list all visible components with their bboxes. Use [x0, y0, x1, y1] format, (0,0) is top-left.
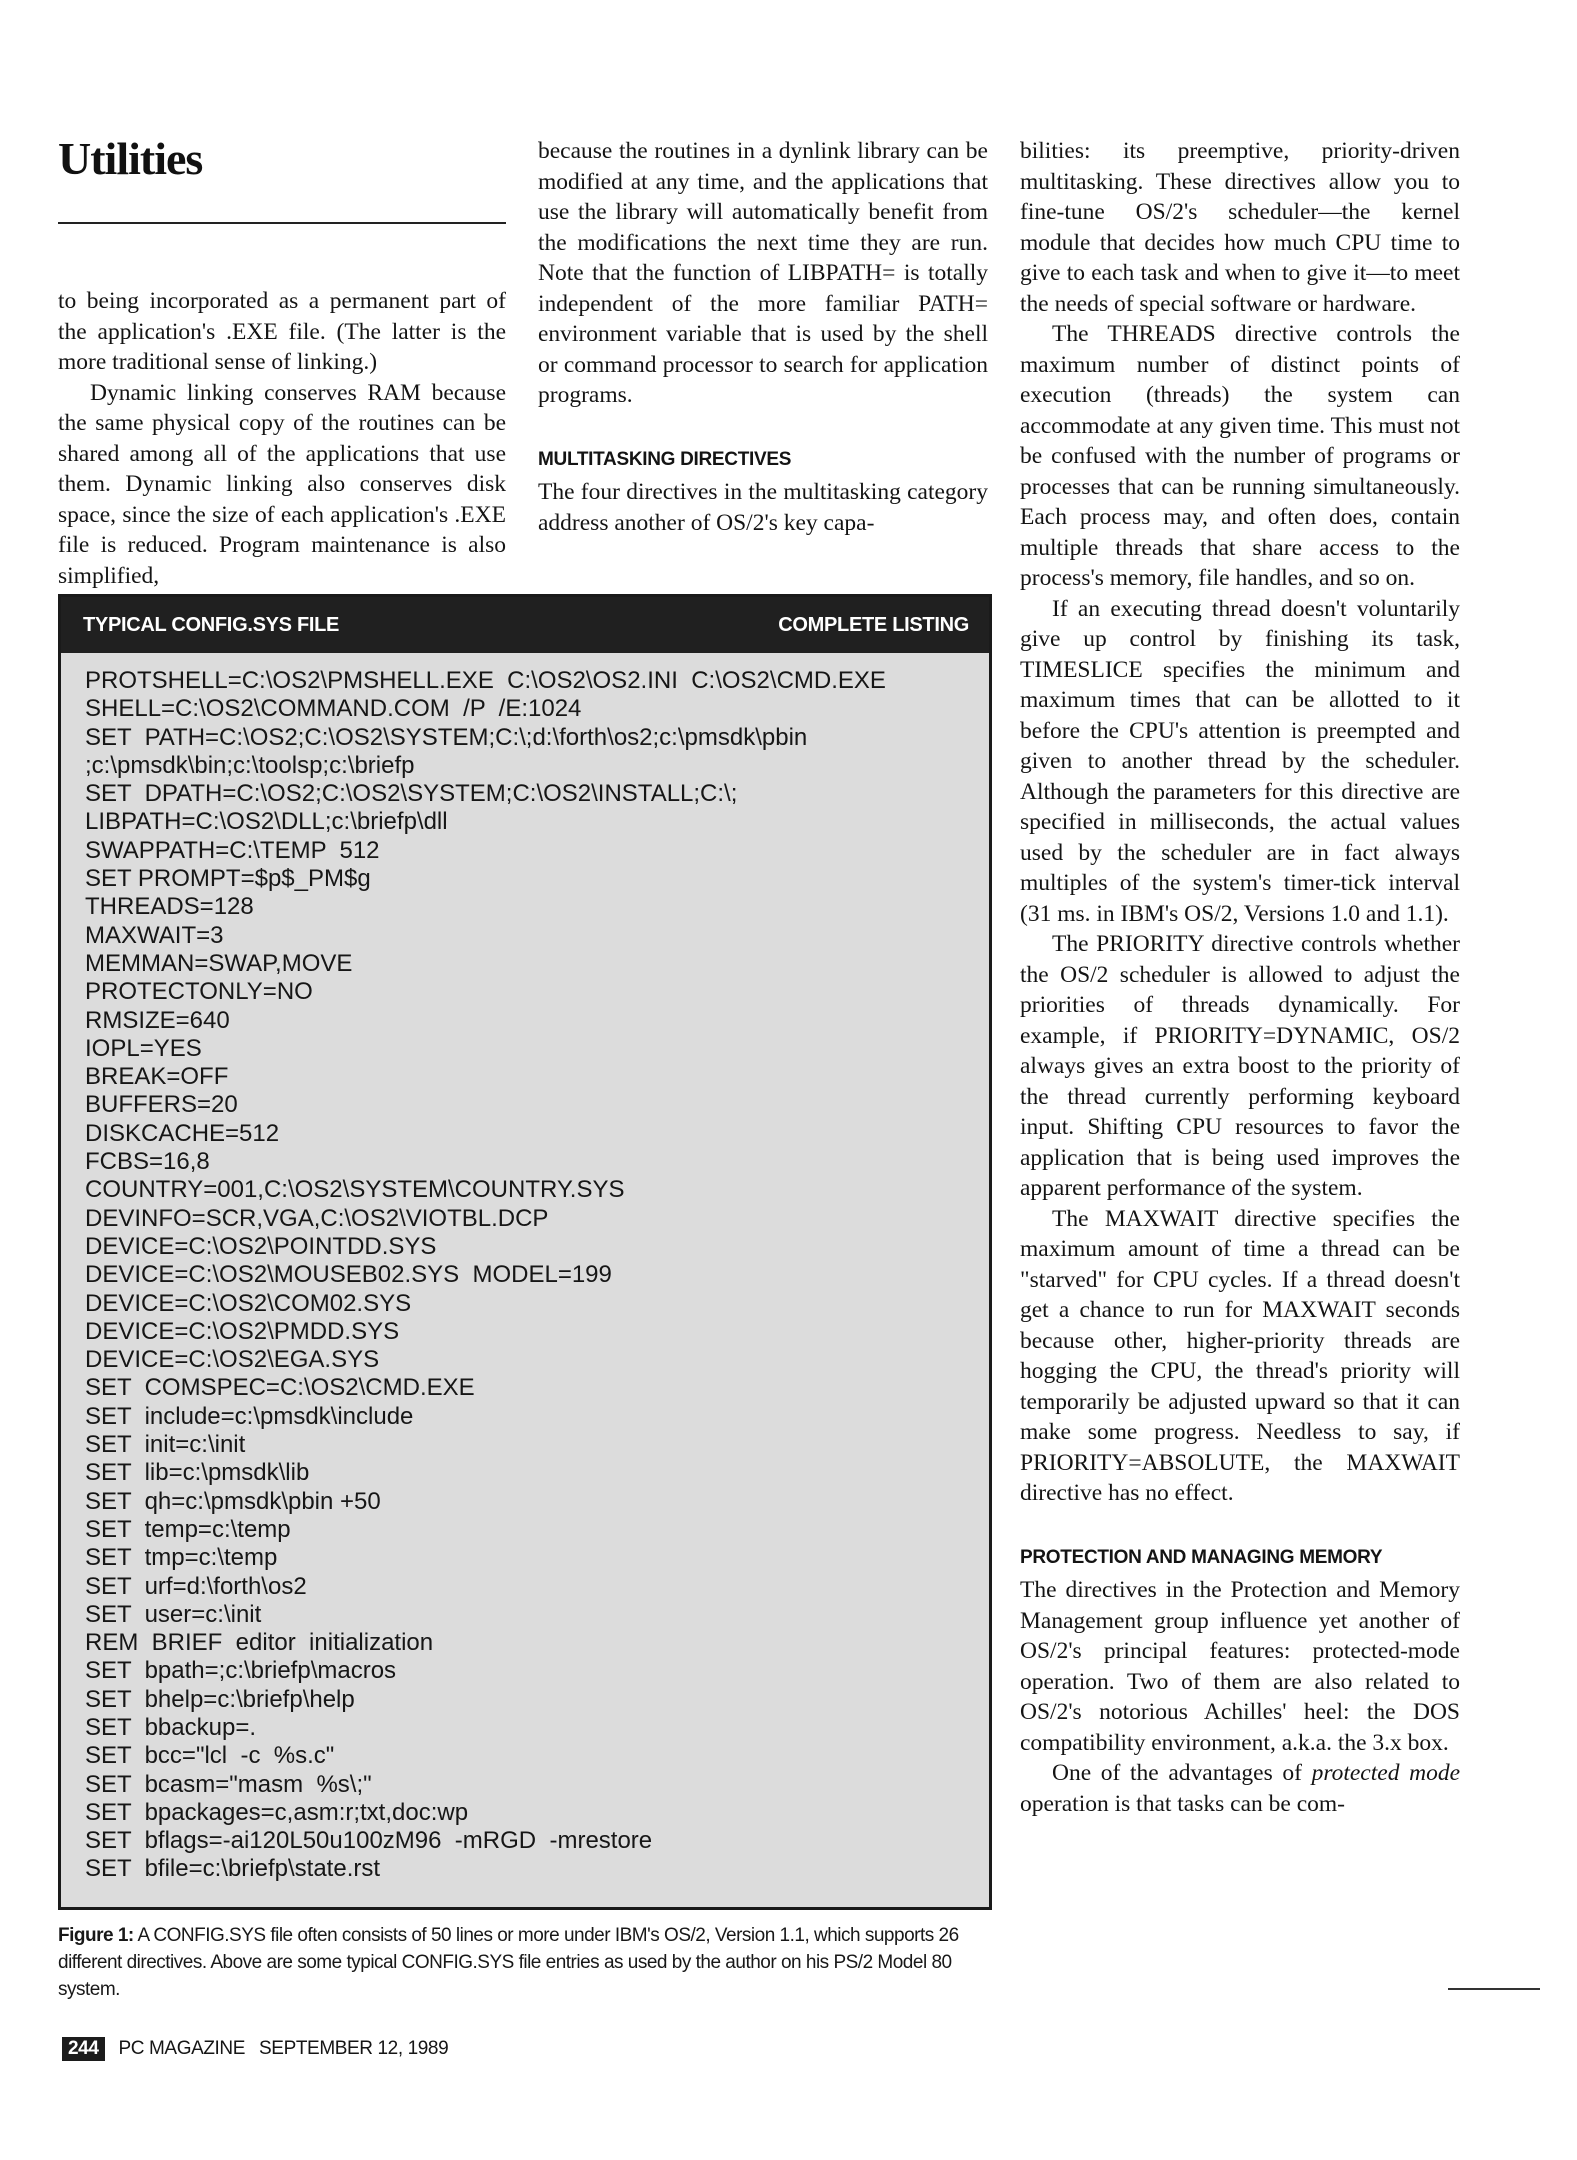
column-1-paragraph: to being incorporated as a permanent part of the application's .EXE file. (The latter is the more traditional sense of linking.) — [58, 288, 506, 375]
config-line: SET PATH=C:\OS2;C:\OS2\SYSTEM;C:\;d:\forth\os2;c:\pmsdk\pbin — [85, 723, 808, 751]
column-2 — [538, 136, 988, 576]
figure-label: Figure 1: — [58, 1925, 134, 1946]
config-line: SET bhelp=c:\briefp\help — [85, 1685, 355, 1713]
config-line: DEVINFO=SCR,VGA,C:\OS2\VIOTBL.DCP — [85, 1204, 549, 1232]
config-line: SET bflags=-ai120L50u100zM96 -mRGD -mrestore — [85, 1827, 653, 1855]
figure-caption — [58, 1922, 998, 2003]
config-line: SET urf=d:\forth\os2 — [85, 1572, 307, 1600]
config-sys-listing-box — [58, 594, 992, 1910]
config-line: SET DPATH=C:\OS2;C:\OS2\SYSTEM;C:\OS2\INSTALL;C:\; — [85, 780, 738, 808]
column-3-paragraph: The PRIORITY directive controls whether the OS/2 scheduler is allowed to adjust the priorities of threads dynamically. For example, if PRIORITY=DYNAMIC, OS/2 always gives an extra boost to the priority of the thread currently performing keyboard input. Shifting CPU resources to favor the application that is being used improves the apparent performance of the system. — [1020, 931, 1460, 1201]
config-line: DEVICE=C:\OS2\EGA.SYS — [85, 1346, 380, 1374]
listing-body — [61, 653, 989, 1884]
config-line: SET bcasm="masm %s\;" — [85, 1770, 372, 1798]
config-line: SET bpath=;c:\briefp\macros — [85, 1657, 397, 1685]
multitasking-heading: MULTITASKING DIRECTIVES — [538, 448, 792, 470]
config-line: DEVICE=C:\OS2\POINTDD.SYS — [85, 1232, 437, 1260]
config-line: SET init=c:\init — [85, 1431, 246, 1459]
text-run: One of the advantages of — [1052, 1760, 1312, 1786]
column-3-paragraph: The directives in the Protection and Memory Management group influence yet another of OS/2's principal features: protected-mode operation. Two of them are also related to OS/2's notorious Achilles' heel: the DOS compatibility environment, a.k.a. the 3.x box. — [1020, 1577, 1460, 1756]
config-line: SWAPPATH=C:\TEMP 512 — [85, 836, 380, 864]
edge-rule — [1448, 1988, 1540, 1990]
config-line: MEMMAN=SWAP,MOVE — [85, 949, 353, 977]
column-3-paragraph: bilities: its preemptive, priority-driven multitasking. These directives allow you to fine-tune OS/2's scheduler—the kernel module that decides how much CPU time to give to each task and when to give it—to meet the needs of special software or hardware. — [1020, 138, 1460, 317]
config-line: SET include=c:\pmsdk\include — [85, 1402, 414, 1430]
config-line: SET bcc="lcl -c %s.c" — [85, 1742, 335, 1770]
column-2-paragraph: because the routines in a dynlink library can be modified at any time, and the applications that use the library will automatically benefit from the modifications the next time they are run. Note that the function of LIBPATH= is totally independent of the more familiar PATH= environment variable that is used by the shell or command processor to search for application programs. — [538, 138, 988, 408]
config-line: RMSIZE=640 — [85, 1006, 230, 1034]
config-line: DEVICE=C:\OS2\MOUSEB02.SYS MODEL=199 — [85, 1261, 612, 1289]
config-line: REM BRIEF editor initialization — [85, 1629, 434, 1657]
listing-tag: COMPLETE LISTING — [778, 613, 969, 636]
caption-text: A CONFIG.SYS file often consists of 50 lines or more under IBM's OS/2, Version 1.1, which supports 26 different directives. Above are some typical CONFIG.SYS file entries as used by the author on his PS/2 Model 80 system. — [58, 1925, 959, 2000]
column-3-paragraph: The MAXWAIT directive specifies the maximum amount of time a thread can be "starved" for CPU cycles. If a thread doesn't get a chance to run for MAXWAIT seconds because other, higher-priority threads are hogging the CPU, the thread's priority will temporarily be adjusted upward so that it can make some progress. Needless to say, if PRIORITY=ABSOLUTE, the MAXWAIT directive has no effect. — [1020, 1205, 1460, 1506]
config-line: BREAK=OFF — [85, 1063, 229, 1091]
config-line: SET PROMPT=$p$_PM$g — [85, 865, 371, 893]
config-line: SHELL=C:\OS2\COMMAND.COM /P /E:1024 — [85, 695, 582, 723]
italic-text: protected — [1311, 1760, 1400, 1786]
section-title: Utilities — [58, 133, 203, 184]
text-run: operation is that tasks can be com- — [1020, 1790, 1345, 1817]
config-line: THREADS=128 — [85, 893, 254, 921]
column-3 — [1020, 136, 1460, 2026]
config-line: SET user=c:\init — [85, 1600, 262, 1628]
config-line: COUNTRY=001,C:\OS2\SYSTEM\COUNTRY.SYS — [85, 1176, 625, 1204]
config-line: SET COMSPEC=C:\OS2\CMD.EXE — [85, 1374, 475, 1402]
column-2-paragraph: The four directives in the multitasking category address another of OS/2's key capa- — [538, 479, 988, 536]
title-rule — [58, 222, 506, 224]
column-1 — [58, 286, 506, 589]
page-footer — [62, 2037, 448, 2061]
config-line: SET bpackages=c,asm:r;txt,doc:wp — [85, 1798, 469, 1826]
italic-text: mode — [1409, 1760, 1460, 1786]
config-line: PROTECTONLY=NO — [85, 978, 313, 1006]
config-line: DEVICE=C:\OS2\COM02.SYS — [85, 1289, 412, 1317]
config-line: SET bfile=c:\briefp\state.rst — [85, 1855, 381, 1883]
config-line: DEVICE=C:\OS2\PMDD.SYS — [85, 1317, 400, 1345]
column-3-paragraph — [1020, 1758, 1460, 1819]
config-line: SET temp=c:\temp — [85, 1515, 291, 1543]
config-line: LIBPATH=C:\OS2\DLL;c:\briefp\dll — [85, 808, 448, 836]
config-line: SET bbackup=. — [85, 1713, 256, 1741]
protection-heading: PROTECTION AND MANAGING MEMORY — [1020, 1546, 1383, 1568]
listing-title: TYPICAL CONFIG.SYS FILE — [83, 613, 340, 636]
page-number: 244 — [62, 2037, 105, 2061]
config-line: SET qh=c:\pmsdk\pbin +50 — [85, 1487, 381, 1515]
config-line: BUFFERS=20 — [85, 1091, 238, 1119]
config-line: SET tmp=c:\temp — [85, 1544, 278, 1572]
column-1-paragraph: Dynamic linking conserves RAM because the same physical copy of the routines can be shared among all of the applications that use them. Dynamic linking also conserves disk space, since the size of each application's .EXE file is reduced. Program maintenance is also simplified, — [58, 379, 506, 589]
config-line: FCBS=16,8 — [85, 1148, 210, 1176]
issue-date: SEPTEMBER 12, 1989 — [259, 2038, 449, 2059]
config-line: ;c:\pmsdk\bin;c:\toolsp;c:\briefp — [85, 751, 415, 779]
magazine-name: PC MAGAZINE — [118, 2038, 246, 2059]
config-line: SET lib=c:\pmsdk\lib — [85, 1459, 310, 1487]
config-line: DISKCACHE=512 — [85, 1119, 280, 1147]
listing-header-bar — [61, 597, 989, 653]
config-line: MAXWAIT=3 — [85, 921, 224, 949]
column-3-paragraph: If an executing thread doesn't voluntarily give up control by finishing its task, TIMESLICE specifies the minimum and maximum times that can be allotted to it before the CPU's attention is preempted and given to another thread by the scheduler. Although the parameters for this directive are specified in milliseconds, the actual values used by the scheduler are in fact always multiples of the system's timer-tick interval (31 ms. in IBM's OS/2, Versions 1.0 and 1.1). — [1020, 595, 1460, 927]
config-line: IOPL=YES — [85, 1034, 202, 1062]
column-3-paragraph: The THREADS directive controls the maximum number of distinct points of execution (threads) the system can accommodate at any given time. This must not be confused with the number of programs or processes that can be running simultaneously. Each process may, and often does, contain multiple threads that share access to the process's memory, file handles, and so on. — [1020, 321, 1460, 591]
config-line: PROTSHELL=C:\OS2\PMSHELL.EXE C:\OS2\OS2.INI C:\OS2\CMD.EXE — [85, 667, 886, 694]
